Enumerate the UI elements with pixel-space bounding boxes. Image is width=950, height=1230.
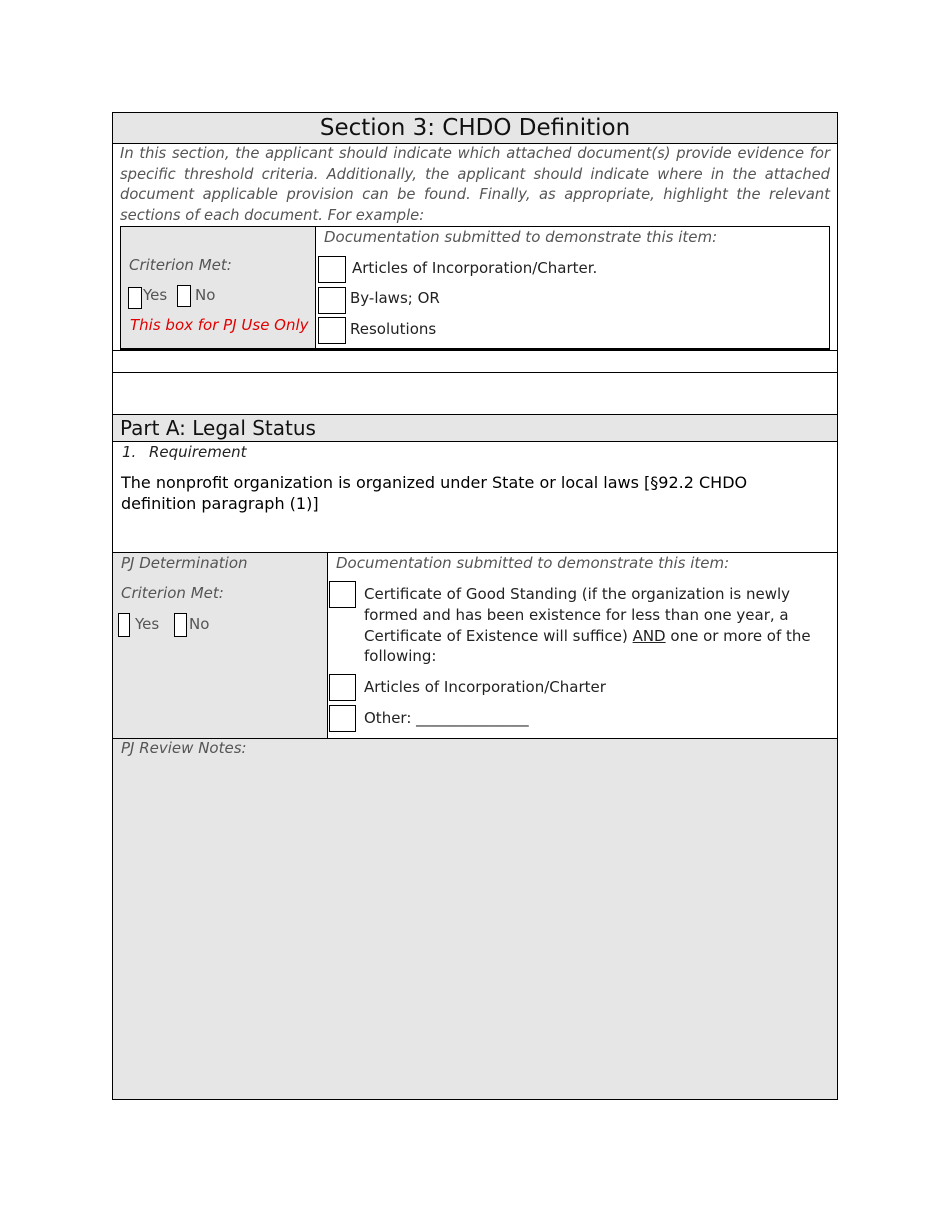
review-notes-area[interactable]	[113, 739, 837, 1099]
column-divider	[327, 552, 328, 739]
example-box-right	[829, 226, 830, 350]
row-line-3	[112, 414, 838, 415]
pj-criterion-label: Criterion Met:	[121, 584, 224, 602]
articles-label: Articles of Incorporation/Charter	[364, 678, 606, 696]
example-articles-checkbox[interactable]	[318, 256, 346, 283]
table-border-right	[837, 112, 838, 1100]
requirement-number: 1.	[122, 443, 137, 461]
table-border-bottom	[112, 1099, 838, 1100]
row-line-1	[112, 350, 838, 351]
example-bylaws-label: By-laws; OR	[350, 289, 440, 307]
example-box-left	[120, 226, 121, 350]
example-articles-label: Articles of Incorporation/Charter.	[352, 259, 598, 277]
example-box-top	[121, 226, 830, 227]
example-resolutions-label: Resolutions	[350, 320, 437, 338]
certificate-text: Certificate of Good Standing (if the organization is newly formed and has been existence for less than one year, a Certificate of Existence will suffice) AND one or more of the following:	[364, 585, 811, 666]
pj-no-label: No	[189, 615, 210, 633]
pj-yes-checkbox[interactable]	[118, 613, 130, 637]
pj-no-checkbox[interactable]	[174, 613, 187, 637]
example-no-label: No	[195, 286, 216, 304]
part-a-title: Part A: Legal Status	[120, 416, 316, 440]
example-doc-header: Documentation submitted to demonstrate this item:	[324, 228, 718, 246]
review-notes-label: PJ Review Notes:	[121, 739, 247, 757]
other-checkbox[interactable]	[329, 705, 356, 732]
example-bylaws-checkbox[interactable]	[318, 287, 346, 314]
certificate-checkbox[interactable]	[329, 581, 356, 608]
row-line-title	[112, 143, 838, 144]
other-label: Other: _______________	[364, 709, 529, 727]
row-line-2	[112, 372, 838, 373]
table-border-top	[112, 112, 838, 113]
row-line-6	[112, 738, 838, 739]
example-box-divider	[315, 226, 316, 350]
pj-determination-label: PJ Determination	[121, 554, 248, 572]
pj-use-only-note: This box for PJ Use Only	[130, 316, 309, 334]
row-line-4	[112, 441, 838, 442]
row-line-5	[112, 552, 838, 553]
requirement-label: Requirement	[149, 443, 247, 461]
example-criterion-label: Criterion Met:	[129, 256, 232, 274]
example-no-checkbox[interactable]	[177, 285, 191, 307]
example-resolutions-checkbox[interactable]	[318, 317, 346, 344]
part-a-doc-header: Documentation submitted to demonstrate this item:	[336, 554, 730, 572]
pj-determination-box	[113, 553, 327, 738]
section-title: Section 3: CHDO Definition	[319, 115, 631, 141]
requirement-text: The nonprofit organization is organized under State or local laws [§92.2 CHDO definition paragraph (1)]	[121, 473, 748, 513]
example-yes-label: Yes	[143, 286, 168, 304]
example-yes-checkbox[interactable]	[128, 287, 142, 309]
section-intro: In this section, the applicant should indicate which attached document(s) provide evidence for specific threshold criteria. Additionally, the applicant should indicate where in the attached document applicable provision can be found. Finally, as appropriate, highlight the relevant sections of each document. For example:	[120, 145, 830, 225]
articles-checkbox[interactable]	[329, 674, 356, 701]
table-border-left	[112, 112, 113, 1100]
and-underlined: AND	[632, 626, 666, 645]
pj-yes-label: Yes	[135, 615, 160, 633]
